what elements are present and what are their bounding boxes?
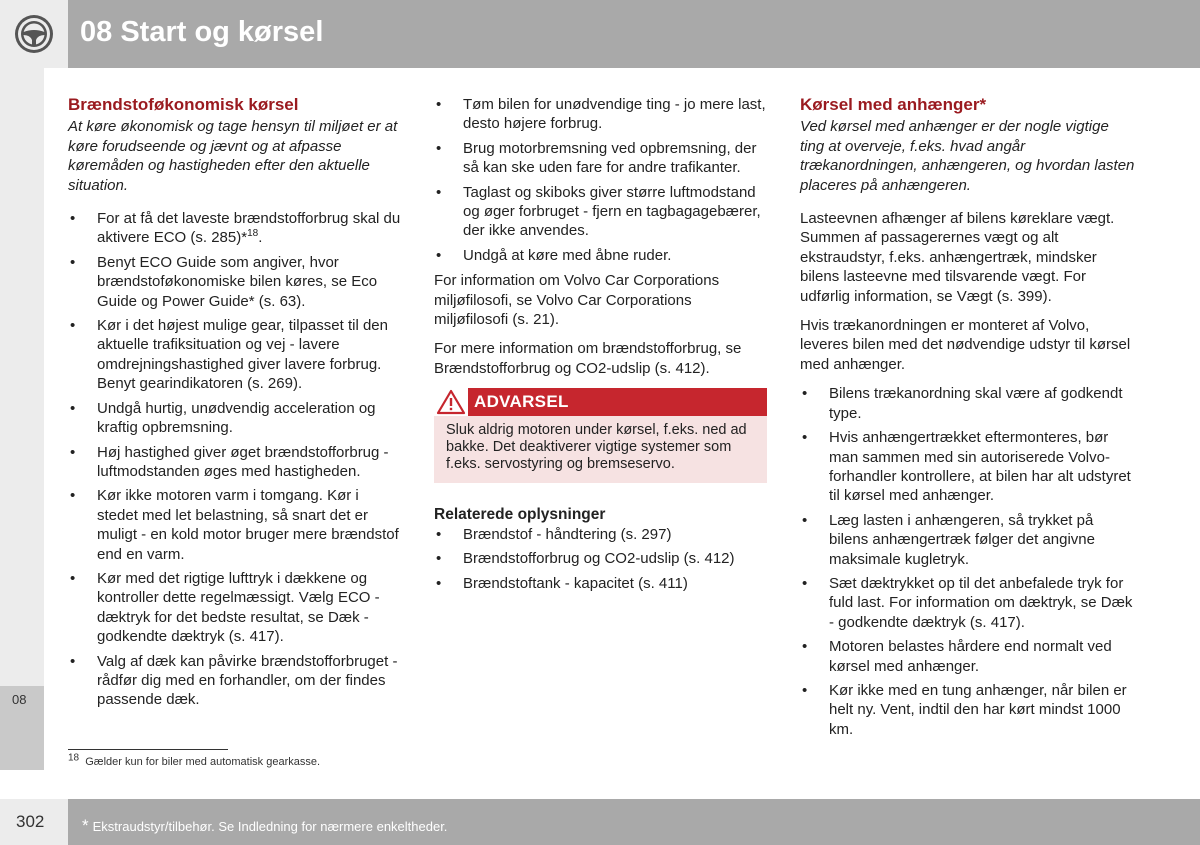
list-item-text: Kør med det rigtige lufttryk i dækkene og kontroller dette regelmæssigt. Vælg ECO -dæktryk for det bedste resultat, se Dæk - godkendte dæktryk (s. 417). [97,569,380,646]
list-item-text: Høj hastighed giver øget brændstofforbrug - luftmodstanden øges med hastigheden. [97,443,389,480]
list-item [434,246,767,265]
bullet-icon: • [802,638,808,656]
list-item-text: Kør ikke med en tung anhænger, når bilen er helt ny. Vent, indtil den har kørt mindst 1000 km. [829,681,1127,738]
list-item-text-tail: . [258,229,263,247]
footer-note-text: Ekstraudstyr/tilbehør. Se Indledning for nærmere enkeltheder. [92,819,448,834]
page-number-box [0,799,68,845]
warning-header [434,388,767,416]
bullet-icon: • [70,210,76,228]
chapter-header [0,0,1200,68]
footnote-number: 18 [68,752,80,764]
warning-triangle-icon [434,388,468,416]
bullet-icon: • [802,385,808,403]
bullet-list [434,95,767,265]
list-item [68,253,403,311]
bullet-icon: • [70,443,76,461]
related-info-heading: Relaterede oplysninger [434,505,606,523]
paragraph-environment-link[interactable]: For information om Volvo Car Corporations miljøfilosofi, se Volvo Car Corporations miljøfilosofi (s. 21). [434,272,720,329]
list-item [800,511,1135,569]
list-item-text: Læg lasten i anhængeren, så trykket på bilens anhængertræk følger det angivne maksimale kugletryk. [829,511,1095,568]
list-item-text: For at få det laveste brændstofforbrug skal du aktivere ECO (s. 285)* [97,210,401,247]
list-item-text: Tøm bilen for unødvendige ting - jo mere last, desto højere forbrug. [463,96,766,133]
related-link-text: Brændstof - håndtering (s. 297) [463,526,672,544]
warning-box [434,388,767,482]
paragraph-towbar: Hvis trækanordningen er monteret af Volvo, leveres bilen med det nødvendige udstyr til kørsel med anhænger. [800,317,1131,373]
chapter-title: 08 Start og kørsel [80,16,324,48]
list-item-text: Kør ikke motoren varm i tomgang. Kør i stedet med let belastning, så snart det er muligt - en kold motor bruger mere brændstof end en varm. [97,487,399,563]
list-item [800,428,1135,506]
section-intro: At køre økonomisk og tage hensyn til miljøet er at køre forudseende og jævnt og at afpasse køremåden og hastigheden efter den aktuelle situation. [68,118,398,194]
list-item [800,681,1135,739]
bullet-icon: • [436,183,442,201]
column-1 [68,95,403,716]
warning-title: ADVARSEL [474,392,569,412]
list-item [68,486,403,564]
section-intro: Ved kørsel med anhænger er der nogle vigtige ting at overveje, f.eks. hvad angår trækanordningen, anhængeren, og hvordan lasten placeres på anhængeren. [800,118,1135,194]
list-item [800,574,1135,632]
footnote [68,752,321,768]
bullet-icon: • [436,550,442,568]
list-item [800,637,1135,676]
bullet-icon: • [70,317,76,335]
list-item [68,569,403,647]
list-item-text: Sæt dæktrykket op til det anbefalede tryk for fuld last. For information om dæktryk, se Dæk - godkendte dæktryk (s. 417). [829,574,1133,631]
list-item-text: Hvis anhængertrækket eftermonteres, bør man sammen med sin autoriserede Volvo-forhandler kontrollere, at bilen har alt udstyret til kørsel med anhænger. [829,429,1131,505]
page-footer [0,799,1200,845]
bullet-icon: • [436,96,442,113]
list-item-text: Benyt ECO Guide som angiver, hvor brændstoføkonomiske bilen køres, se Eco Guide og Power Guide* (s. 63). [97,253,378,310]
warning-text: Sluk aldrig motoren under kørsel, f.eks. ned ad bakke. Det deaktiverer vigtige systemer som f.eks. servostyring og bremseservo. [446,422,747,472]
side-tab-strip [0,68,44,770]
related-links-list [434,525,767,593]
list-item [800,384,1135,423]
list-item [434,183,767,241]
bullet-icon: • [802,574,808,592]
list-item-text: Valg af dæk kan påvirke brændstofforbruget - rådfør dig med en forhandler, om der findes passende dæk. [97,652,398,709]
list-item-text: Bilens trækanordning skal være af godkendt type. [829,385,1123,422]
column-2 [434,95,767,599]
bullet-icon: • [436,139,442,157]
list-item [68,316,403,394]
bullet-list [800,384,1135,739]
section-heading-fuel-economy: Brændstoføkonomisk kørsel [68,95,299,114]
list-item-text: Motoren belastes hårdere end normalt ved kørsel med anhænger. [829,638,1112,675]
list-item-text: Undgå hurtig, unødvendig acceleration og kraftig opbremsning. [97,399,376,437]
list-item-text: Undgå at køre med åbne ruder. [463,246,672,264]
bullet-icon: • [436,526,442,544]
list-item-text: Kør i det højest mulige gear, tilpasset til den aktuelle trafiksituation og vej - lavere omdrejningshastighed giver lavere forbrug. Benyt gearindikatoren (s. 269). [97,317,388,393]
paragraph-fuel-consumption-link[interactable]: For mere information om brændstofforbrug, se Brændstofforbrug og CO2-udslip (s. 412). [434,340,742,377]
list-item [68,399,403,438]
list-item [68,443,403,482]
footer-note [82,816,447,836]
list-item-text: Taglast og skiboks giver større luftmodstand og øger forbruget - fjern en tagbagagebærer, der ikke anvendes. [463,183,761,240]
bullet-icon: • [70,253,76,271]
related-link[interactable] [434,525,767,544]
bullet-icon: • [802,429,808,447]
related-link[interactable] [434,549,767,568]
side-tab-label: 08 [12,692,27,707]
bullet-icon: • [802,511,808,529]
chapter-icon-box [0,0,68,68]
footnote-divider [68,749,228,750]
bullet-icon: • [70,487,76,505]
paragraph-load-capacity: Lasteevnen afhænger af bilens køreklare vægt. Summen af passagerernes vægt og alt ekstraudstyr, f.eks. anhængertræk, mindsker bilens lasteevne med tilsvarende vægt. For udførlig information, se Vægt (s. 399). [800,210,1115,305]
page-number: 302 [16,812,45,831]
list-item [434,95,767,134]
footer-bar [68,799,1200,845]
bullet-icon: • [70,569,76,587]
list-item [434,139,767,178]
related-link-text: Brændstoftank - kapacitet (s. 411) [463,574,688,592]
steering-wheel-icon [14,14,54,54]
column-3 [800,95,1135,745]
list-item [68,209,403,248]
footnote-text: Gælder kun for biler med automatisk gearkasse. [85,756,321,768]
accessory-star-icon: * [82,816,89,835]
bullet-icon: • [70,399,76,417]
bullet-icon: • [436,574,442,592]
bullet-list [68,209,403,710]
list-item-text: Brug motorbremsning ved opbremsning, der så kan ske uden fare for andre trafikanter. [463,139,757,177]
bullet-icon: • [802,681,808,699]
list-item [68,652,403,710]
section-heading-towing: Kørsel med anhænger* [800,95,987,114]
related-link-text: Brændstofforbrug og CO2-udslip (s. 412) [463,550,735,568]
footnote-ref[interactable]: 18 [247,228,259,240]
related-link[interactable] [434,574,767,593]
bullet-icon: • [436,246,442,264]
bullet-icon: • [70,652,76,670]
